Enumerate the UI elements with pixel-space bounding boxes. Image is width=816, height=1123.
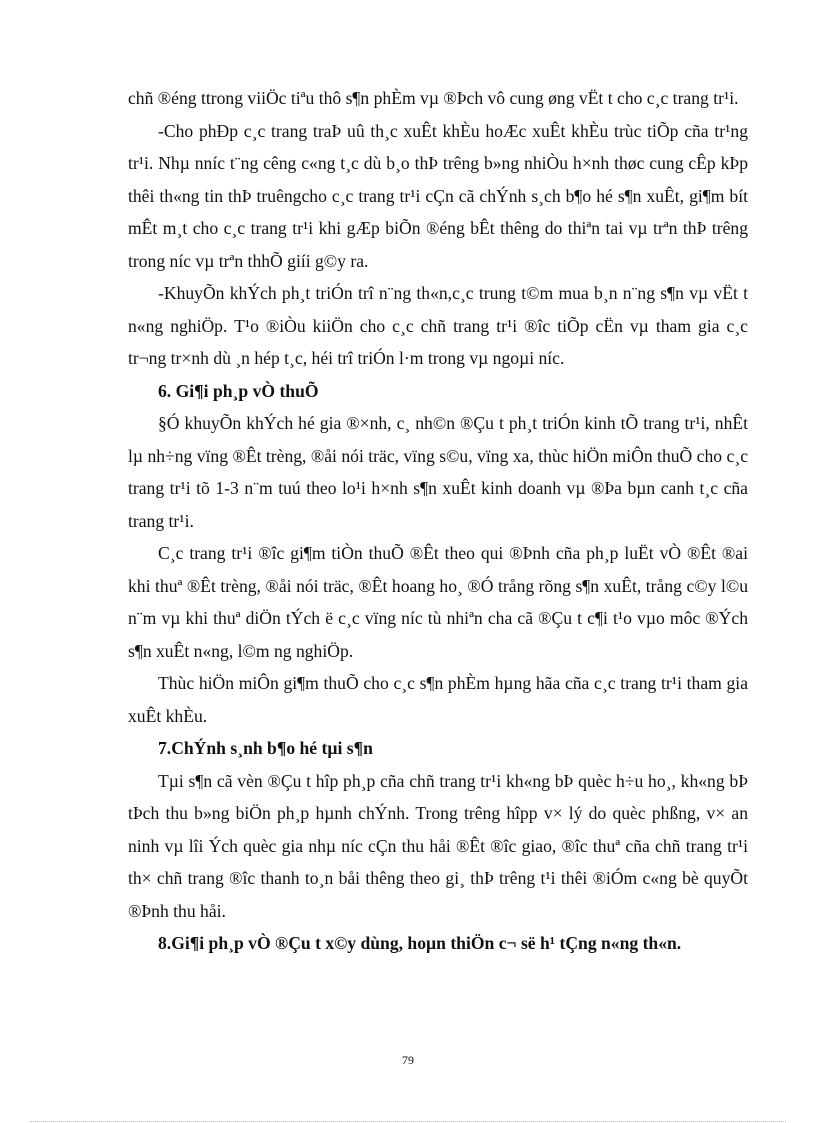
paragraph-land-tax: C¸c trang tr¹i ®îc gi¶m tiÒn thuÕ ®Êt theo qui ®Þnh cña ph¸p luËt vÒ ®Êt ®ai khi thuª ®Êt trèng, ®åi nói träc, ®Êt hoang ho¸ ®Ó trång rõng s¶n xuÊt, trång c©y l©u n¨m vµ khi thuª diÖn tÝch ë c¸c vïng níc tù nhiªn cha cã ®Çu t c¶i t¹o vµo môc ®Ých s¶n xuÊt n«ng, l©m ng nghiÖp. (128, 543, 748, 661)
section-heading-property: 7.ChÝnh s¸nh b¶o hé tµi s¶n (158, 738, 373, 758)
paragraph-continuation: chñ ®éng ttrong viiÖc tiªu thô s¶n phÈm vµ ®Þch vô cung øng vËt t cho c¸c trang tr¹i. (128, 88, 739, 108)
paragraph-market-support: -Cho phÐp c¸c trang traÞ uû th¸c xuÊt khÈu hoÆc xuÊt khÈu trùc tiÕp cña tr¹ng tr¹i. Nhµ nníc t¨ng cêng c«ng t¸c dù b¸o thÞ trêng b»ng nhiÒu h×nh thøc cung cÊp kÞp thêi th«ng tin thÞ truêngcho c¸c trang tr¹i cÇn cã chÝnh s¸ch b¶o hé s¶n xuÊt, gi¶m bít mÊt m¸t cho c¸c trang tr¹i khi gÆp biÕn ®éng bÊt thêng do thiªn tai vµ trªn thÞ trêng trong níc vµ trªn thhÕ giíi g©y ra. (128, 120, 748, 271)
section-heading-tax: 6. Gi¶i ph¸p vÒ thuÕ (158, 380, 319, 401)
paragraph-tax-exemption: §Ó khuyÕn khÝch hé gia ®×nh, c¸ nh©n ®Çu t ph¸t triÓn kinh tÕ trang tr¹i, nhÊt lµ nh÷ng vïng ®Êt trèng, ®åi nói träc, vïng s©u, vïng xa, thùc hiÖn miÔn thuÕ cho c¸c trang tr¹i tõ 1-3 n¨m tuú theo lo¹i h×nh s¶n xuÊt kinh doanh vµ ®Þa bµn canh t¸c cña trang tr¹i. (128, 413, 748, 531)
page-bottom-divider (30, 1121, 786, 1122)
paragraph-export-tax: Thùc hiÖn miÔn gi¶m thuÕ cho c¸c s¶n phÈm hµng hãa cña c¸c trang tr¹i tham gia xuÊt khÈu. (128, 673, 748, 726)
page-number: 79 (402, 1053, 414, 1067)
body-text (128, 82, 748, 960)
paragraph-property-protection: Tµi s¶n cã vèn ®Çu t hîp ph¸p cña chñ trang tr¹i kh«ng bÞ quèc h÷u ho¸, kh«ng bÞ tÞch thu b»ng biÖn ph¸p hµnh chÝnh. Trong trêng hîpp v× lý do quèc phßng, v× an ninh vµ lîi Ých quèc gia nhµ níc cÇn thu håi ®Êt ®îc giao, ®îc thuª cña chñ trang tr¹i th× chñ trang ®îc thanh to¸n båi thêng theo gi¸ thÞ trêng t¹i thêi ®iÓm c«ng bè quyÕt ®Þnh thu håi. (128, 770, 748, 921)
section-heading-infrastructure: 8.Gi¶i ph¸p vÒ ®Çu t x©y dùng, hoµn thiÖn c¬ së h¹ tÇng n«ng th«n. (158, 933, 682, 953)
paragraph-rural-trade: -KhuyÕn khÝch ph¸t triÓn trî n¨ng th«n,c¸c trung t©m mua b¸n n¨ng s¶n vµ vËt t n«ng nghiÖp. T¹o ®iÒu kiiÖn cho c¸c chñ trang tr¹i ®îc tiÕp cËn vµ tham gia c¸c tr¬ng tr×nh dù ¸n hép t¸c, héi trî triÓn l·m trong vµ ngoµi níc. (128, 283, 748, 368)
